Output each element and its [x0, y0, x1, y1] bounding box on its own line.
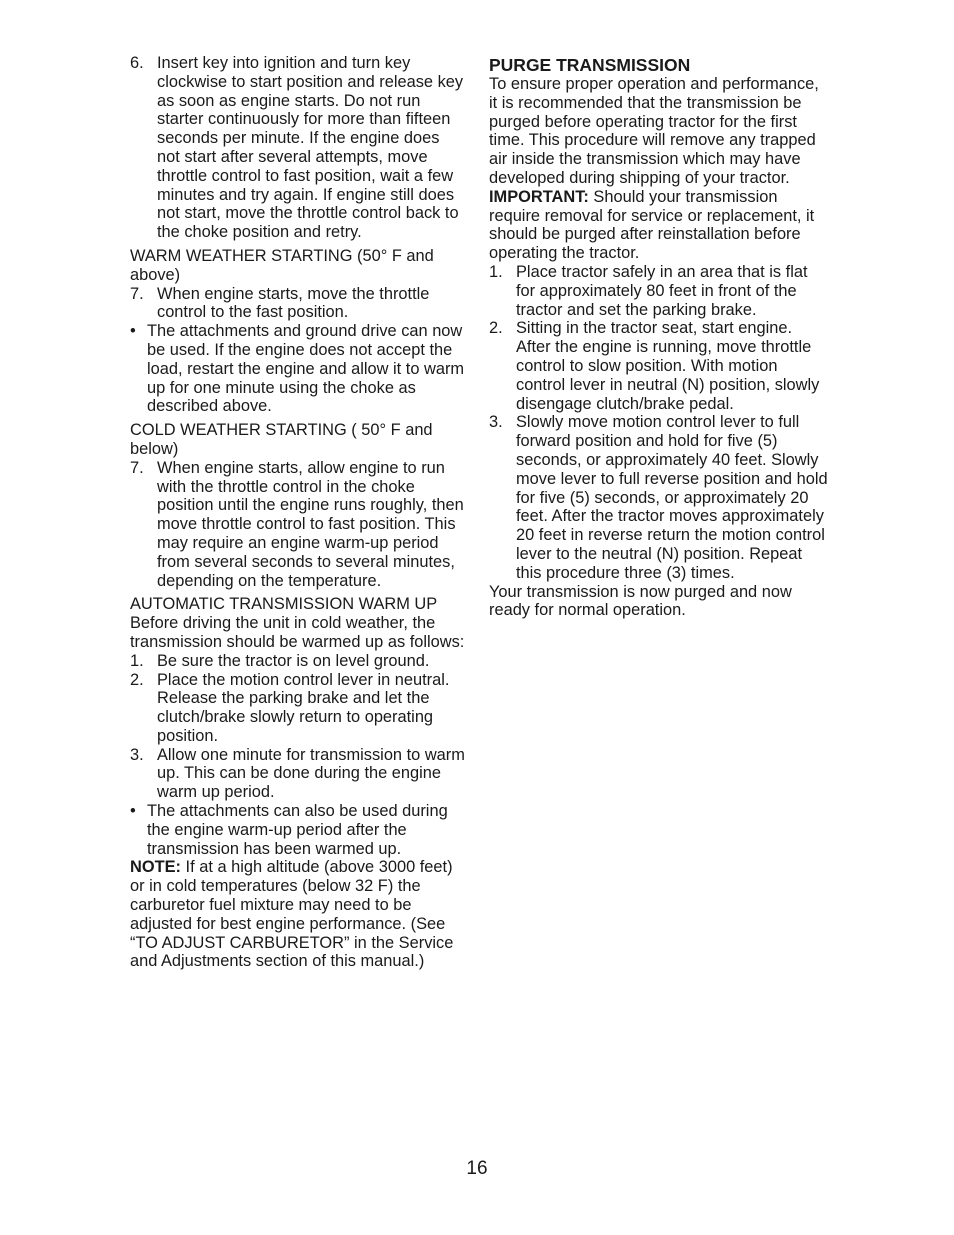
step-number: 2.	[489, 319, 503, 338]
auto-bullet	[130, 802, 466, 858]
purge-transmission-heading: PURGE TRANSMISSION	[489, 55, 691, 75]
right-column	[489, 54, 829, 620]
step-6	[130, 54, 466, 242]
note-paragraph	[130, 858, 466, 971]
step-number: 3.	[130, 745, 144, 764]
bullet-icon: •	[130, 802, 136, 821]
auto-step-3	[130, 746, 466, 802]
warm-bullet	[130, 322, 466, 416]
auto-transmission-intro: Before driving the unit in cold weather, the transmission should be warmed up as follows:	[130, 614, 465, 651]
purge-step-2	[489, 319, 829, 413]
step-number: 3.	[489, 413, 503, 432]
step-text: Sitting in the tractor seat, start engine. After the engine is running, move throttle control to slow position. With motion control lever in neutral (N) position, slowly disengage clutch/brake pedal.	[516, 319, 820, 413]
step-text: Place the motion control lever in neutral. Release the parking brake and let the clutch/brake slowly return to operating position.	[157, 670, 450, 745]
step-number: 7.	[130, 284, 144, 303]
page-number: 16	[466, 1158, 488, 1179]
cold-step-7	[130, 459, 466, 591]
step-text: Slowly move motion control lever to full forward position and hold for five (5) seconds, or approximately 40 feet. Slowly move lever to full reverse position and hold for five (5) seconds, or approximately 20 feet. After the tractor moves approximately 20 feet in reverse return the motion control lever to the neutral (N) position. Repeat this procedure three (3) times.	[516, 413, 828, 582]
step-text: Allow one minute for transmission to warm up. This can be done during the engine warm up period.	[157, 745, 465, 802]
step-number: 6.	[130, 54, 144, 72]
left-column	[130, 54, 466, 971]
warm-step-7	[130, 285, 466, 323]
note-label: NOTE:	[130, 858, 181, 877]
step-number: 1.	[489, 262, 503, 281]
note-text: If at a high altitude (above 3000 feet) or in cold temperatures (below 32 F) the carburetor fuel mixture may need to be adjusted for best engine performance. (See “TO ADJUST CARBURETOR” in the Service and Adjustments section of this manual.)	[130, 858, 454, 971]
purge-intro: To ensure proper operation and performance, it is recommended that the transmission be purged before operating tractor for the first time. This procedure will remove any trapped air inside the transmission which may have developed during shipping of your tractor.	[489, 75, 819, 187]
bullet-icon: •	[130, 322, 136, 341]
important-text: Should your transmission require removal for service or replacement, it should be purged after reinstallation before operating the tractor.	[489, 187, 815, 263]
bullet-text: The attachments and ground drive can now be used. If the engine does not accept the load, restart the engine and allow it to warm up for one minute using the choke as described above.	[147, 322, 465, 416]
step-number: 2.	[130, 670, 144, 689]
step-text: Insert key into ignition and turn key clockwise to start position and release key as soon as engine starts. Do not run starter continuously for more than fifteen seconds per minute. If the engine does not start after several attempts, move throttle control to fast position, wait a few minutes and try again. If engine still does not start, move the throttle control back to the choke position and retry.	[157, 54, 464, 242]
important-paragraph	[489, 188, 829, 263]
purge-closing: Your transmission is now purged and now ready for normal operation.	[489, 582, 792, 620]
step-number: 7.	[130, 458, 144, 477]
auto-step-2	[130, 671, 466, 746]
purge-step-3	[489, 413, 829, 582]
bullet-text: The attachments can also be used during the engine warm-up period after the transmission has been warmed up.	[147, 802, 448, 858]
step-text: When engine starts, move the throttle control to the fast position.	[157, 284, 430, 322]
important-label: IMPORTANT:	[489, 187, 589, 206]
warm-weather-heading: WARM WEATHER STARTING (50° F and above)	[130, 246, 434, 284]
cold-weather-heading: COLD WEATHER STARTING ( 50° F and below)	[130, 421, 433, 458]
step-text: Be sure the tractor is on level ground.	[157, 651, 430, 670]
step-number: 1.	[130, 651, 144, 670]
step-text: When engine starts, allow engine to run with the throttle control in the choke position until the engine runs roughly, then move throttle control to fast position. This may require an engine warm-up period from several seconds to several minutes, depending on the temperature.	[157, 458, 464, 590]
purge-step-1	[489, 263, 829, 319]
auto-step-1	[130, 652, 466, 671]
auto-transmission-heading: AUTOMATIC TRANSMISSION WARM UP	[130, 595, 438, 614]
step-text: Place tractor safely in an area that is flat for approximately 80 feet in front of the tractor and set the parking brake.	[516, 262, 808, 319]
